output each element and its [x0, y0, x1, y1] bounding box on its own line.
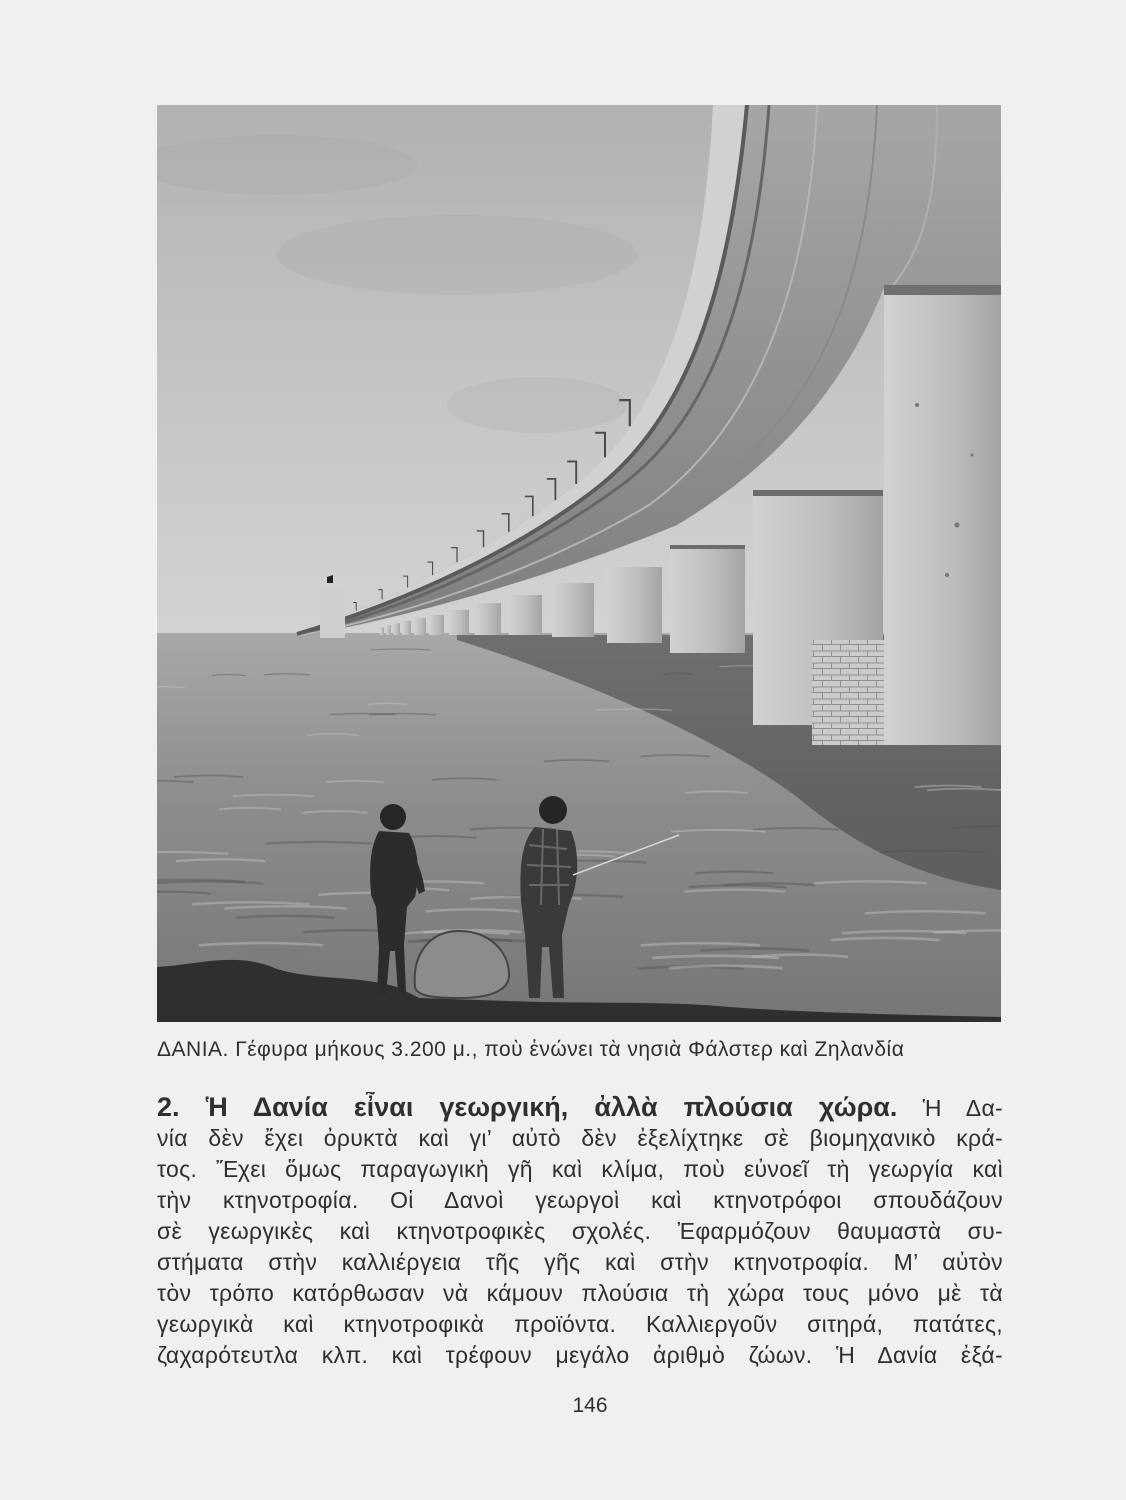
pier-cap — [753, 490, 883, 496]
text-line: τὴν κτηνοτροφία. Οἱ Δανοὶ γεωργοὶ καὶ κτηνοτρόφοι σπουδάζουν — [157, 1187, 1003, 1213]
photo-canvas — [157, 105, 1001, 1022]
page-number: 146 — [572, 1394, 608, 1417]
bridge-pier — [449, 610, 469, 635]
text-line: ζαχαρότευτλα κλπ. καὶ τρέφουν μεγάλο ἀριθμὸ ζώων. Ἡ Δανία ἐξά- — [157, 1342, 1003, 1368]
bridge-pier — [386, 625, 391, 635]
text-line: στήματα στὴν καλλιέργεια τῆς γῆς καὶ στὴν κτηνοτροφία. Μ’ αὐτὸν — [157, 1249, 1003, 1275]
text-line: νία δὲν ἔχει ὀρυκτὰ καὶ γι’ αὐτὸ δὲν ἐξελίχτηκε σὲ βιομηχανικὸ κρά- — [157, 1125, 1003, 1151]
child-head — [380, 804, 406, 830]
child-head — [539, 796, 567, 824]
pylon-cap — [884, 285, 1001, 295]
cloud — [447, 377, 627, 433]
bridge-pier — [552, 583, 594, 637]
text-line-tail: Ἡ Δα- — [922, 1095, 1003, 1121]
bridge-photograph — [157, 105, 1001, 1022]
bridge-pier — [475, 603, 501, 635]
pier-base-stonework — [812, 640, 884, 745]
photo-caption: ΔΑΝΙΑ. Γέφυρα μήκους 3.200 μ., ποὺ ἑνώνει τὰ νησιὰ Φάλστερ καὶ Ζηλανδία — [157, 1038, 905, 1061]
text-line: τος. Ἔχει ὅμως παραγωγικὴ γῆ καὶ κλίμα, ποὺ εὐνοεῖ τὴ γεωργία καὶ — [157, 1156, 1003, 1182]
distant-bridge-tower — [320, 588, 345, 638]
concrete-mark — [955, 523, 960, 528]
text-line: γεωργικὰ καὶ κτηνοτροφικὰ προϊόντα. Καλλιεργοῦν σιτηρά, πατάτες, — [157, 1311, 1003, 1337]
bridge-pier — [509, 595, 542, 635]
pier-cap — [670, 545, 745, 549]
concrete-mark — [945, 573, 949, 577]
bridge-pier — [429, 615, 444, 635]
bridge-pier — [393, 623, 400, 635]
concrete-mark — [971, 454, 974, 457]
section-heading: 2. Ἡ Δανία εἶναι γεωργική, ἀλλὰ πλούσια χώρα. — [157, 1092, 898, 1122]
bridge-pier — [670, 545, 745, 653]
section-paragraph — [157, 1092, 1003, 1371]
bridge-pier — [402, 621, 411, 635]
concrete-mark — [915, 403, 919, 407]
bridge-pier — [380, 627, 384, 635]
cloud — [277, 215, 637, 295]
text-line — [157, 1092, 1003, 1123]
bridge-pier — [414, 618, 426, 635]
text-line: τὸν τρόπο κατόρθωσαν νὰ κάμουν πλούσια τὴ χώρα τους μόνο μὲ τὰ — [157, 1280, 1003, 1306]
bridge-pier — [607, 567, 662, 643]
pylon-column — [884, 285, 1001, 745]
text-line: σὲ γεωργικὲς καὶ κτηνοτροφικὲς σχολές. Ἐφαρμόζουν θαυμαστὰ συ- — [157, 1218, 1003, 1244]
